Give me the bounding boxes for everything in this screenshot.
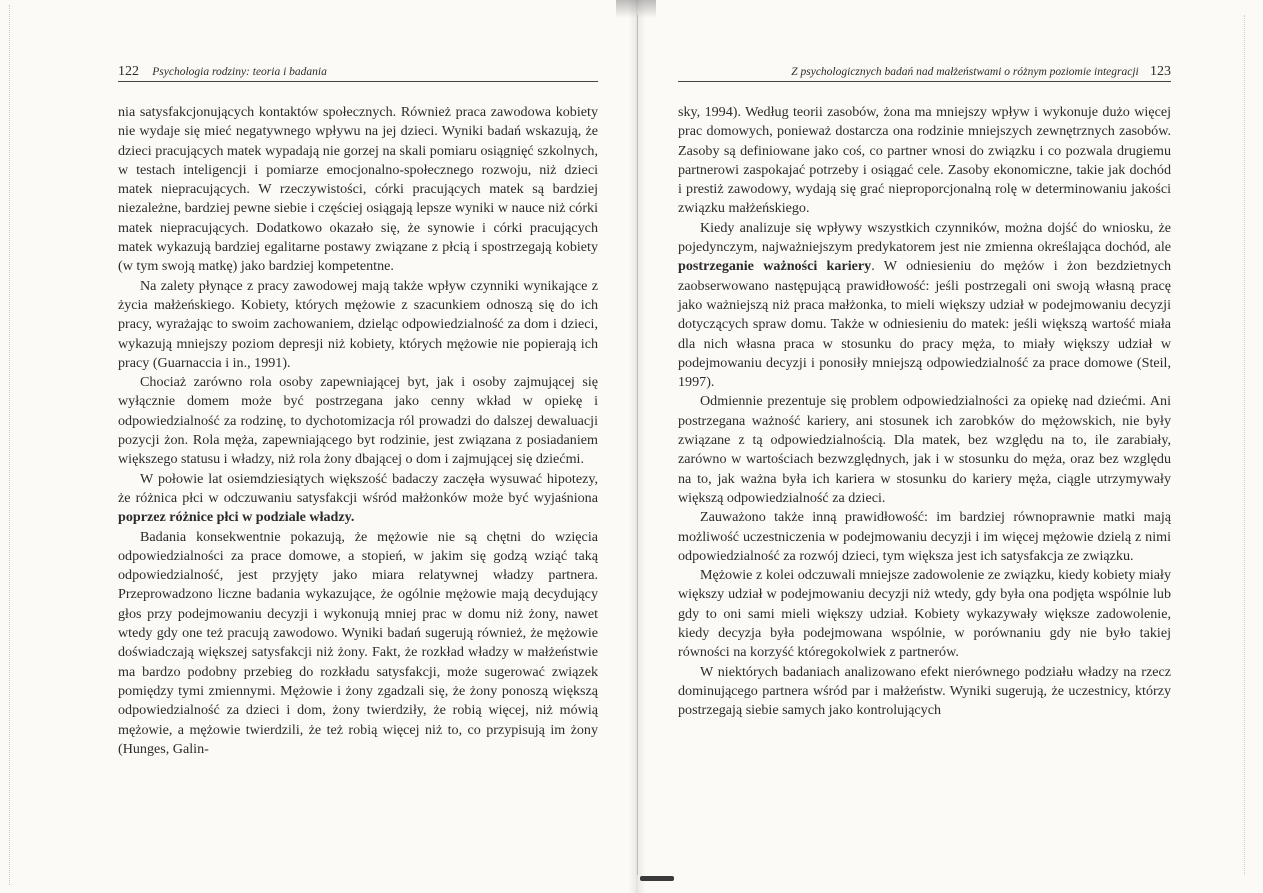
paragraph xyxy=(678,103,1171,219)
right-page xyxy=(678,0,1171,893)
paragraph-text: sky, 1994). Według teorii zasobów, żona ma mniejszy wpływ i wykonuje dużo więcej prac domowych, ponieważ dostarcza ona rodzinie mniejszych zewnętrznych zasobów. Zasoby są definiowane jako coś, co partner wnosi do związku i co pozwala drugiemu partnerowi zaspokajać potrzeby i osiągać cele. Zasoby ekonomiczne, takie jak dochód i prestiż zawodowy, wydają się grać nieproporcjonalną rolę w determinowaniu jakości związku małżeńskiego. xyxy=(678,104,1171,217)
right-page-number: 123 xyxy=(1150,64,1171,79)
paragraph xyxy=(678,508,1171,566)
paragraph xyxy=(678,566,1171,662)
book-gutter-line xyxy=(637,15,638,875)
paragraph-text: Chociaż zarówno rola osoby zapewniającej byt, jak i osoby zajmującej się wyłącznie domem może być postrzegana jako cenny wkład w opiekę i odpowiedzialność za rodzinę, to dychotomizacja ról prowadzi do dalszej dewaluacji pozycji żon. Rola męża, zapewniającego byt rodzinie, jest związana z posiadaniem większego statusu i władzy, niż rola żony dbającej o dom i zajmującej się dziećmi. xyxy=(118,374,598,468)
paragraph-text: W połowie lat osiemdziesiątych większość badaczy zaczęła wysuwać hipotezy, że różnica płci w odczuwaniu satysfakcji wśród małżonków może być wyjaśniona xyxy=(118,470,598,506)
paragraph xyxy=(118,277,598,373)
paragraph xyxy=(118,470,598,528)
paragraph-text: Na zalety płynące z pracy zawodowej mają także wpływ czynniki wynikające z życia małżeńskiego. Kobiety, których mężowie z szacunkiem odnoszą się do ich pracy, wyrażając to swoim zachowaniem, dzieląc odpowiedzialność za dom i dzieci, wykazują mniejszy poziom depresji niż kobiety, których mężowie nie popierają ich pracy (Guarnaccia i in., 1991). xyxy=(118,277,598,371)
emphasis-text: poprzez różnice płci w podziale władzy. xyxy=(118,509,355,526)
paragraph xyxy=(678,392,1171,508)
left-running-title: Psychologia rodziny: teoria i badania xyxy=(152,66,327,78)
paragraph-text: Badania konsekwentnie pokazują, że mężowie nie są chętni do wzięcia odpowiedzialności za prace domowe, a stopień, w jakim się godzą wziąć taką odpowiedzialność, jest przyjęty jako miara relatywnej władzy partnera. Przeprowadzono liczne badania wykazujące, że ogólnie mężowie mają decydujący głos przy podejmowaniu decyzji i wykonują mniej prac w domu niż żony, nawet wtedy gdy one też pracują zawodowo. Wyniki badań sugerują również, że mężowie doświadczają większej satysfakcji niż żony. Fakt, że rozkład władzy w małżeństwie ma bardzo podobny przebieg do rozkładu satysfakcji, może sugerować związek pomiędzy tymi zmiennymi. Mężowie i żony zgadzali się, że żony ponoszą większą odpowiedzialność za dzieci i dom, żony twierdziły, że robią więcej, niż mówią mężowie, a mężowie twierdzili, że też robią więcej niż to, co przypisują im żony (Hunges, Galin- xyxy=(118,528,598,757)
emphasis-text: postrzeganie ważności kariery xyxy=(678,258,872,275)
paragraph-text: W niektórych badaniach analizowano efekt nierównego podziału władzy na rzecz dominującego partnera wśród par i małżeństw. Wyniki sugerują, że uczestnicy, którzy postrzegają siebie samych jako kontrolujących xyxy=(678,663,1171,719)
paragraph-text: . W odniesieniu do mężów i żon bezdzietnych zaobserwowano następującą prawidłowość: jeśli postrzegali oni swoją własną pracę jako ważniejszą niż praca małżonka, to mieli większy udział w podejmowaniu decyzji dotyczących spraw domu. Także w odniesieniu do matek: jeśli większą wartość miała dla nich własna praca w stosunku do pracy męża, to miały większy udział w podejmowaniu decyzji i ponosiły mniejszą odpowiedzialność za prace domowe (Steil, 1997). xyxy=(678,258,1172,391)
paragraph xyxy=(678,663,1171,721)
paragraph-text: Odmiennie prezentuje się problem odpowiedzialności za opiekę nad dziećmi. Ani postrzegana ważność kariery, ani stosunek ich zarobków do mężowskich, nie były związane z tą odpowiedzialnością. Dla matek, bez względu na to, ile zarabiały, zarówno w wartościach bezwzględnych, jak i w stosunku do męża, oraz bez względu na to, jak ważna była ich kariera w stosunku do kariery męża, ciągle utrzymywały większą odpowiedzialność za dzieci. xyxy=(678,393,1171,506)
left-page xyxy=(118,0,598,893)
right-running-head xyxy=(678,63,1171,82)
paragraph xyxy=(118,373,598,469)
left-scan-edge xyxy=(9,5,11,885)
left-page-number: 122 xyxy=(118,64,139,79)
right-page-body xyxy=(678,103,1171,721)
paragraph-text: Mężowie z kolei odczuwali mniejsze zadowolenie ze związku, kiedy kobiety miały większy udział w podejmowaniu decyzji niż wtedy, gdy była ona podjęta wspólnie lub gdy to oni sami mieli większy udział. Kobiety wykazywały większe zadowolenie, kiedy decyzja była podejmowana wspólnie, w porównaniu gdy nie było takiej równości na korzyść któregokolwiek z partnerów. xyxy=(678,567,1171,661)
scan-artifact-mark xyxy=(640,876,674,881)
right-running-title: Z psychologicznych badań nad małżeństwami o różnym poziomie integracji xyxy=(791,66,1139,78)
paragraph xyxy=(118,103,598,277)
paragraph-text: Kiedy analizuje się wpływy wszystkich czynników, można dojść do wniosku, że pojedynczym, najważniejszym predykatorem jest nie zmienna określająca dochód, ale xyxy=(678,219,1171,256)
paragraph xyxy=(118,528,598,760)
right-scan-edge xyxy=(1244,15,1246,875)
paragraph xyxy=(678,219,1171,393)
left-running-head xyxy=(118,63,598,82)
left-page-body xyxy=(118,103,598,759)
paragraph-text: Zauważono także inną prawidłowość: im bardziej równoprawnie matki mają możliwość uczestniczenia w podejmowaniu decyzji i im więcej mężowie dzielą z nimi odpowiedzialność za rozwój dzieci, tym większa jest ich satysfakcja ze związku. xyxy=(678,509,1171,564)
paragraph-text: nia satysfakcjonujących kontaktów społecznych. Również praca zawodowa kobiety nie wydaje się mieć negatywnego wpływu na jej dzieci. Wyniki badań wskazują, że dzieci pracujących matek wypadają nie gorzej na skali pomiaru osiągnięć szkolnych, w testach inteligencji i pomiarze emocjonalno-społecznego rozwoju, niż dzieci matek niepracujących. W rzeczywistości, córki pracujących matek są bardziej niezależne, bardziej pewne siebie i częściej osiągają lepsze wyniki w nauce niż córki matek niepracujących. Dodatkowo okazało się, że synowie i córki pracujących matek wykazują bardziej egalitarne postawy związane z płcią i spostrzegają kobiety (w tym swoją matkę) jako bardziej kompetentne. xyxy=(118,104,598,275)
